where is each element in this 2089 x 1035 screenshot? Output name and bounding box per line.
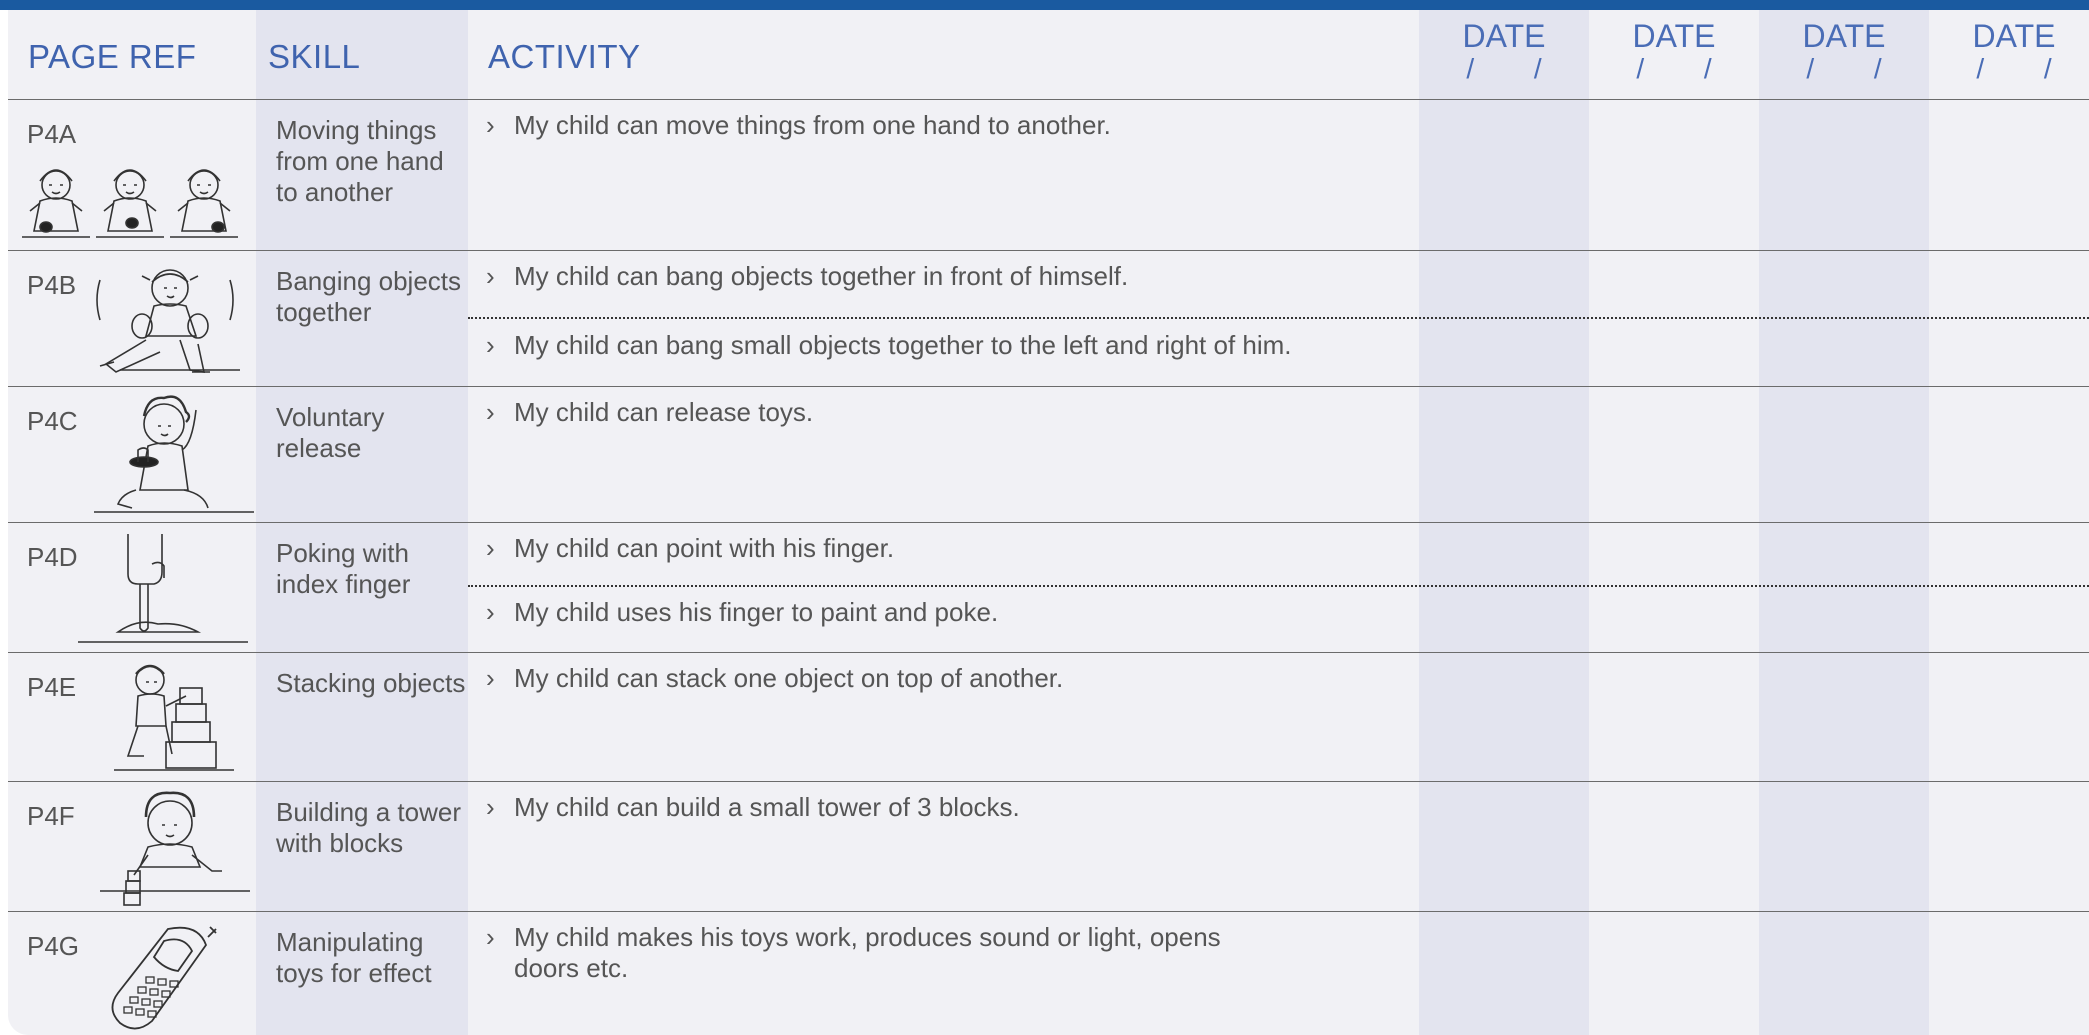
header-activity: [468, 10, 1419, 99]
skill-label: Manipulating toys for effect: [276, 927, 432, 988]
index-finger-poking-icon: [78, 534, 250, 646]
chevron-right-icon: ›: [486, 110, 495, 140]
table-row: [8, 522, 2089, 652]
chevron-right-icon: ›: [486, 597, 495, 627]
child-releasing-toy-icon: [94, 394, 256, 518]
activity-item: › My child can stack one object on top of another.: [486, 663, 1064, 693]
date-slashes: / /: [1636, 53, 1738, 84]
date-header-1: [1419, 18, 1589, 98]
activity-item: › My child can bang objects together in front of himself.: [486, 261, 1129, 291]
date-label: DATE: [1462, 18, 1546, 54]
chevron-right-icon: ›: [486, 922, 495, 952]
activity-item: › My child can build a small tower of 3 blocks.: [486, 792, 1020, 822]
skill-label: Banging objects together: [276, 266, 462, 327]
activity-heading: ACTIVITY: [488, 38, 641, 75]
date-header-3: [1759, 18, 1929, 98]
page-ref-heading: PAGE REF: [28, 38, 197, 75]
date-label: DATE: [1972, 18, 2056, 54]
activity-item: › My child can move things from one hand to another.: [486, 110, 1111, 140]
chevron-right-icon: ›: [486, 663, 495, 693]
chevron-right-icon: ›: [486, 397, 495, 427]
header-skill: [256, 10, 468, 99]
activity-item: › My child can bang small objects together to the left and right of him.: [486, 330, 1292, 360]
top-accent-bar: [0, 0, 2089, 10]
chevron-right-icon: ›: [486, 792, 495, 822]
activity-item: › My child can release toys.: [486, 397, 814, 427]
date-slashes: / /: [1466, 53, 1568, 84]
page-ref: P4B: [27, 270, 77, 300]
date-header-2: [1589, 18, 1759, 98]
page-ref: P4E: [27, 672, 77, 702]
checklist-table: [8, 10, 2089, 1035]
chevron-right-icon: ›: [486, 261, 495, 291]
table-row: [8, 652, 2089, 781]
skill-label: Stacking objects: [276, 668, 466, 698]
chevron-right-icon: ›: [486, 533, 495, 563]
page-ref: P4F: [27, 801, 75, 831]
date-slashes: / /: [1806, 53, 1908, 84]
table-row: [8, 781, 2089, 911]
table-row: [8, 386, 2089, 522]
table-row: [8, 99, 2089, 250]
date-label: DATE: [1632, 18, 1716, 54]
page-ref: P4D: [27, 542, 78, 572]
activity-item: › My child uses his finger to paint and poke.: [486, 597, 999, 627]
table-row: [8, 911, 2089, 1035]
date-label: DATE: [1802, 18, 1886, 54]
skill-label: Moving things from one hand to another: [276, 115, 444, 207]
skill-heading: SKILL: [268, 38, 361, 75]
header-page-ref: [8, 10, 256, 99]
child-building-blocks-icon: [100, 791, 250, 907]
table-row: [8, 250, 2089, 386]
toy-phone-icon: [110, 923, 230, 1033]
activity-item: › My child makes his toys work, produces sound or light, opens doors etc.: [486, 922, 1221, 983]
chevron-right-icon: ›: [486, 330, 495, 360]
page-ref: P4C: [27, 406, 78, 436]
activity-item: › My child can point with his finger.: [486, 533, 895, 563]
page-ref: P4A: [27, 119, 77, 149]
skill-label: Building a tower with blocks: [276, 797, 461, 858]
skill-label: Voluntary release: [276, 402, 385, 463]
three-children-passing-object-icon: [18, 151, 246, 247]
page-ref: P4G: [27, 931, 80, 961]
date-slashes: / /: [1976, 53, 2078, 84]
skill-label: Poking with index finger: [276, 538, 411, 599]
child-banging-objects-icon: [80, 260, 250, 382]
child-stacking-boxes-icon: [110, 658, 240, 778]
date-header-4: [1929, 18, 2089, 98]
